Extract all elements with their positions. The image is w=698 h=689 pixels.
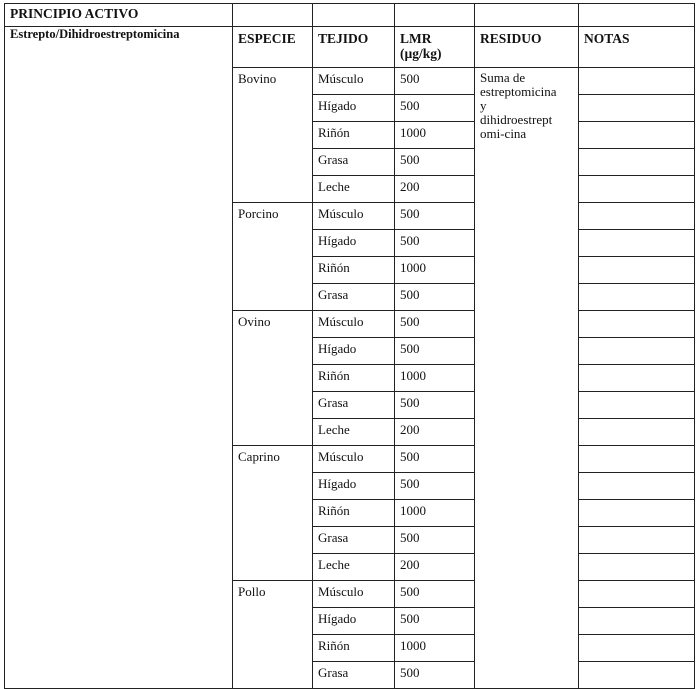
notes-cell bbox=[579, 257, 695, 284]
residue-line: y bbox=[480, 98, 487, 113]
lmr-cell: 500 bbox=[395, 311, 475, 338]
notes-cell bbox=[579, 68, 695, 95]
notes-cell bbox=[579, 203, 695, 230]
tissue-cell: Hígado bbox=[313, 473, 395, 500]
lmr-header-label: LMR bbox=[400, 31, 432, 46]
notes-cell bbox=[579, 419, 695, 446]
lmr-cell: 500 bbox=[395, 527, 475, 554]
tissue-cell: Riñón bbox=[313, 635, 395, 662]
lmr-cell: 500 bbox=[395, 203, 475, 230]
residue-line: Suma de bbox=[480, 70, 526, 85]
lmr-cell: 500 bbox=[395, 149, 475, 176]
lmr-header-unit: (µg/kg) bbox=[400, 46, 442, 61]
notes-cell bbox=[579, 284, 695, 311]
lmr-cell: 500 bbox=[395, 662, 475, 689]
top-header-row bbox=[5, 4, 695, 27]
empty-cell bbox=[395, 4, 475, 27]
residue-line: estreptomicina bbox=[480, 84, 557, 99]
column-header-row bbox=[5, 27, 695, 68]
tejido-header: TEJIDO bbox=[313, 27, 395, 68]
species-cell: Pollo bbox=[233, 581, 313, 689]
tissue-cell: Riñón bbox=[313, 122, 395, 149]
tissue-cell: Riñón bbox=[313, 365, 395, 392]
lmr-cell: 1000 bbox=[395, 500, 475, 527]
lmr-cell: 500 bbox=[395, 68, 475, 95]
notes-cell bbox=[579, 500, 695, 527]
tissue-cell: Músculo bbox=[313, 581, 395, 608]
tissue-cell: Grasa bbox=[313, 149, 395, 176]
notes-cell bbox=[579, 176, 695, 203]
notes-cell bbox=[579, 527, 695, 554]
tissue-cell: Grasa bbox=[313, 662, 395, 689]
residue-line: omi-cina bbox=[480, 126, 527, 141]
empty-cell bbox=[579, 4, 695, 27]
notes-cell bbox=[579, 662, 695, 689]
empty-cell bbox=[313, 4, 395, 27]
lmr-cell: 500 bbox=[395, 230, 475, 257]
lmr-cell: 1000 bbox=[395, 365, 475, 392]
notes-cell bbox=[579, 473, 695, 500]
principio-activo-heading: PRINCIPIO ACTIVO bbox=[5, 4, 233, 27]
lmr-cell: 500 bbox=[395, 284, 475, 311]
notes-cell bbox=[579, 635, 695, 662]
especie-header: ESPECIE bbox=[233, 27, 313, 68]
tissue-cell: Hígado bbox=[313, 608, 395, 635]
tissue-cell: Músculo bbox=[313, 203, 395, 230]
lmr-cell: 1000 bbox=[395, 122, 475, 149]
tissue-cell: Leche bbox=[313, 419, 395, 446]
lmr-cell: 500 bbox=[395, 446, 475, 473]
tissue-cell: Músculo bbox=[313, 311, 395, 338]
tissue-cell: Hígado bbox=[313, 95, 395, 122]
lmr-cell: 500 bbox=[395, 581, 475, 608]
species-cell: Caprino bbox=[233, 446, 313, 581]
lmr-cell: 500 bbox=[395, 392, 475, 419]
mrl-table bbox=[4, 3, 695, 689]
empty-cell bbox=[233, 4, 313, 27]
active-ingredient-cell: Estrepto/Dihidroestreptomicina bbox=[5, 27, 233, 689]
tissue-cell: Grasa bbox=[313, 284, 395, 311]
residue-cell bbox=[475, 68, 579, 689]
tissue-cell: Leche bbox=[313, 176, 395, 203]
lmr-cell: 1000 bbox=[395, 635, 475, 662]
lmr-cell: 500 bbox=[395, 95, 475, 122]
species-cell: Ovino bbox=[233, 311, 313, 446]
species-cell: Bovino bbox=[233, 68, 313, 203]
lmr-cell: 1000 bbox=[395, 257, 475, 284]
notes-cell bbox=[579, 608, 695, 635]
notes-cell bbox=[579, 365, 695, 392]
lmr-cell: 200 bbox=[395, 176, 475, 203]
notes-cell bbox=[579, 149, 695, 176]
notes-cell bbox=[579, 338, 695, 365]
lmr-cell: 200 bbox=[395, 554, 475, 581]
notes-cell bbox=[579, 446, 695, 473]
notes-cell bbox=[579, 230, 695, 257]
notes-cell bbox=[579, 95, 695, 122]
tissue-cell: Riñón bbox=[313, 257, 395, 284]
tissue-cell: Músculo bbox=[313, 446, 395, 473]
tissue-cell: Grasa bbox=[313, 527, 395, 554]
notes-cell bbox=[579, 581, 695, 608]
tissue-cell: Riñón bbox=[313, 500, 395, 527]
tissue-cell: Hígado bbox=[313, 230, 395, 257]
notes-cell bbox=[579, 392, 695, 419]
tissue-cell: Grasa bbox=[313, 392, 395, 419]
notes-cell bbox=[579, 122, 695, 149]
lmr-cell: 500 bbox=[395, 338, 475, 365]
notas-header: NOTAS bbox=[579, 27, 695, 68]
notes-cell bbox=[579, 554, 695, 581]
residue-line: dihidroestrept bbox=[480, 112, 553, 127]
lmr-cell: 500 bbox=[395, 473, 475, 500]
tissue-cell: Músculo bbox=[313, 68, 395, 95]
empty-cell bbox=[475, 4, 579, 27]
species-cell: Porcino bbox=[233, 203, 313, 311]
lmr-cell: 200 bbox=[395, 419, 475, 446]
tissue-cell: Leche bbox=[313, 554, 395, 581]
tissue-cell: Hígado bbox=[313, 338, 395, 365]
notes-cell bbox=[579, 311, 695, 338]
lmr-header bbox=[395, 27, 475, 68]
residuo-header: RESIDUO bbox=[475, 27, 579, 68]
lmr-cell: 500 bbox=[395, 608, 475, 635]
